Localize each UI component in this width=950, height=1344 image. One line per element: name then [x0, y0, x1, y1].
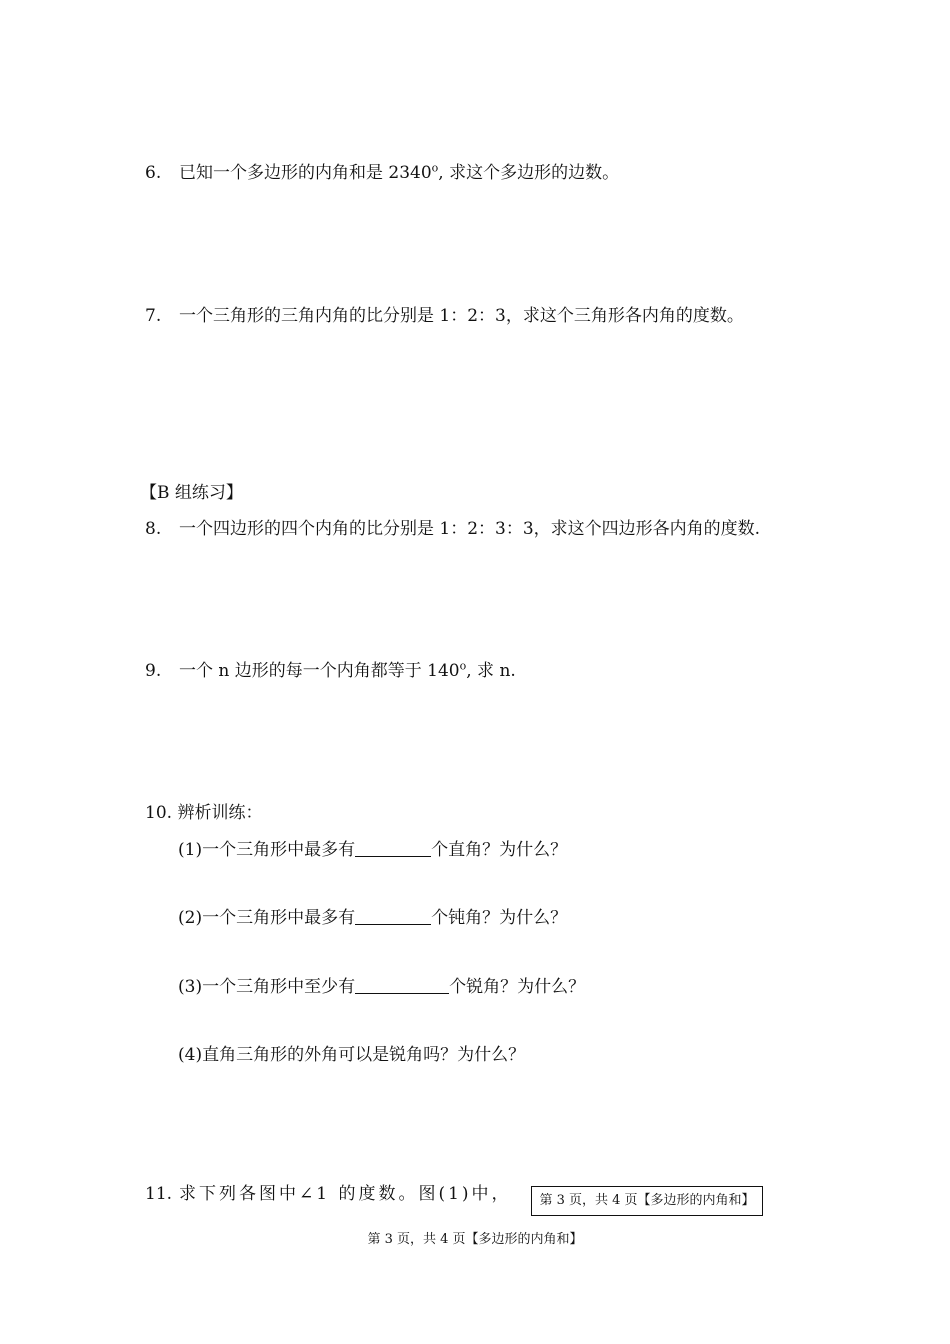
sub-question-text: (2)一个三角形中最多有 [178, 908, 356, 928]
question-number: 6. [145, 163, 162, 183]
question-number: 11. [145, 1184, 173, 1204]
question-10-sub-4: (4)直角三角形的外角可以是锐角吗？为什么？ [178, 1045, 526, 1065]
sub-question-text-end: 个钝角？为什么？ [431, 908, 568, 928]
question-text: 已知一个多边形的内角和是 2340 [179, 163, 432, 183]
answer-blank[interactable] [355, 838, 431, 857]
sub-question-text-end: 个直角？为什么？ [431, 840, 568, 860]
question-number: 7. [145, 306, 162, 326]
sub-question-text: (1)一个三角形中最多有 [178, 840, 356, 860]
question-text: 一个四边形的四个内角的比分别是 1：2：3：3，求这个四边形各内角的度数. [179, 519, 761, 539]
sub-question-text-end: 个锐角？为什么？ [449, 977, 586, 997]
question-text-end: , 求这个多边形的边数。 [438, 163, 620, 183]
question-10-sub-2 [178, 906, 567, 929]
footer-page-box: 第 3 页，共 4 页【多边形的内角和】 [531, 1186, 763, 1216]
degree-superscript: o [459, 659, 467, 673]
question-8 [145, 518, 760, 540]
answer-blank[interactable] [355, 906, 431, 925]
question-10-sub-3 [178, 975, 585, 998]
question-text: 一个三角形的三角内角的比分别是 1：2：3，求这个三角形各内角的度数。 [179, 306, 744, 326]
question-6 [145, 162, 619, 184]
question-7 [145, 305, 744, 327]
degree-superscript: o [431, 161, 439, 175]
answer-blank[interactable] [355, 975, 449, 994]
question-10-title: 10. 辨析训练： [145, 803, 263, 823]
question-text-end: , 求 n. [466, 661, 516, 681]
question-text: 求下列各图中∠1 的度数。图(1)中， [179, 1184, 512, 1204]
sub-question-text: (3)一个三角形中至少有 [178, 977, 356, 997]
question-number: 8. [145, 519, 162, 539]
question-11 [145, 1183, 512, 1205]
question-10-sub-1 [178, 838, 567, 861]
question-number: 9. [145, 661, 162, 681]
footer-page-number: 第 3 页，共 4 页【多边形的内角和】 [367, 1232, 583, 1247]
question-text: 一个 n 边形的每一个内角都等于 140 [179, 661, 460, 681]
question-9 [145, 660, 516, 682]
section-heading-b: 【B 组练习】 [140, 483, 243, 503]
